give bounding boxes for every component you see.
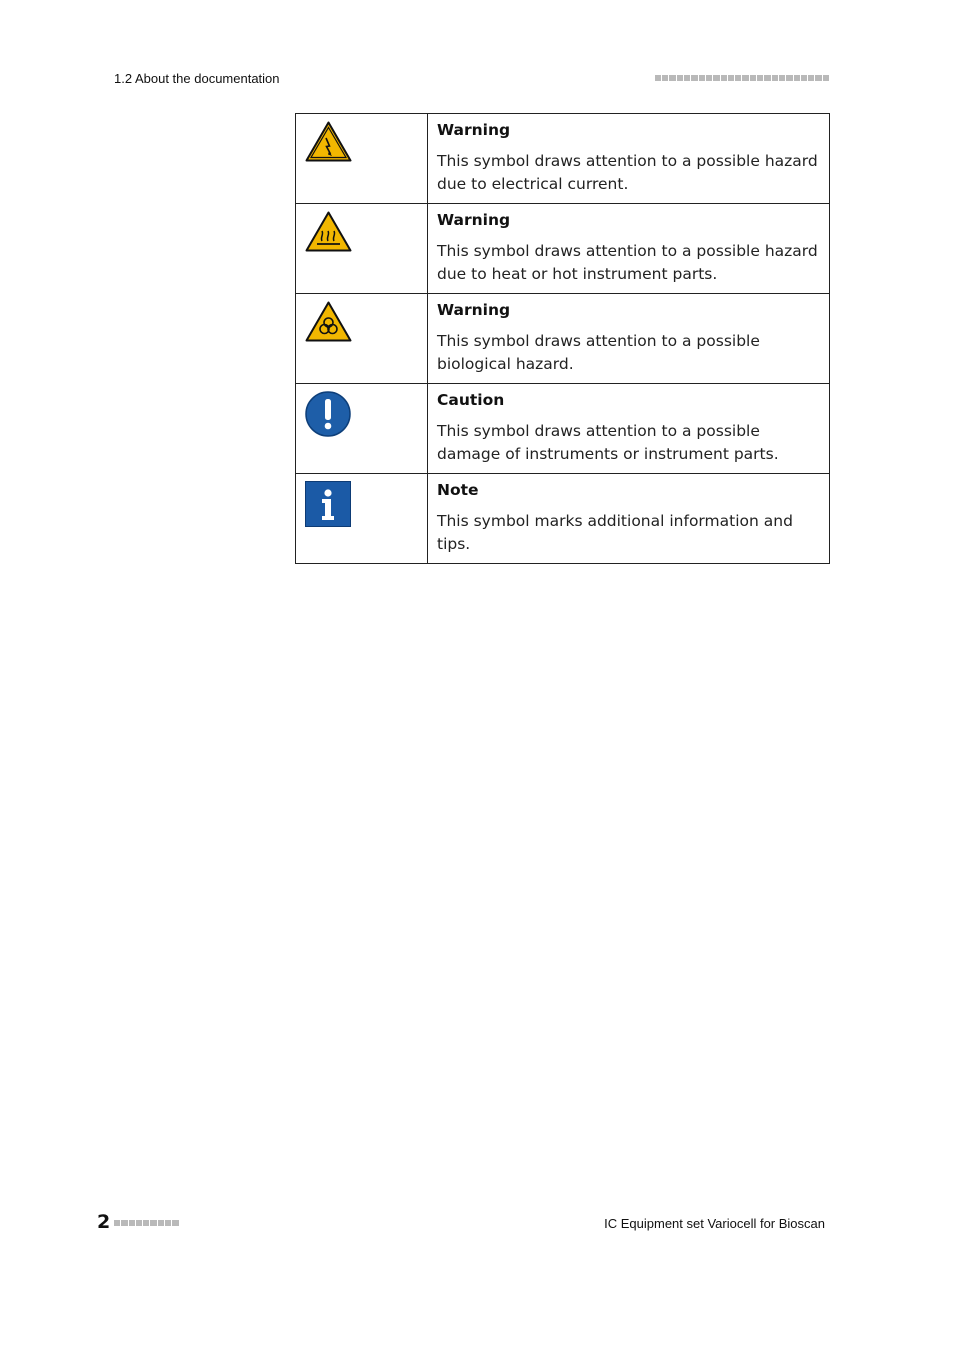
symbol-title: Warning: [437, 121, 511, 139]
symbols-table: [295, 113, 830, 564]
symbol-description: This symbol marks additional information and tips.: [437, 512, 793, 553]
icon-cell: [296, 114, 428, 204]
table-row: [296, 114, 830, 204]
text-cell: [428, 204, 830, 294]
symbol-description: This symbol draws attention to a possible hazard due to electrical current.: [437, 152, 818, 193]
icon-cell: [296, 384, 428, 474]
text-cell: [428, 294, 830, 384]
header-section-title: 1.2 About the documentation: [114, 71, 280, 86]
electrical-hazard-icon: [305, 121, 419, 162]
symbol-title: Note: [437, 481, 479, 499]
symbol-description: This symbol draws attention to a possible damage of instruments or instrument parts.: [437, 422, 779, 463]
footer-decoration: [114, 1220, 179, 1226]
caution-exclamation-icon: [305, 391, 419, 438]
icon-cell: [296, 294, 428, 384]
icon-cell: [296, 204, 428, 294]
document-title: IC Equipment set Variocell for Bioscan: [604, 1216, 825, 1231]
symbol-description: This symbol draws attention to a possible hazard due to heat or hot instrument parts.: [437, 242, 818, 283]
text-cell: [428, 114, 830, 204]
text-cell: [428, 474, 830, 564]
icon-cell: [296, 474, 428, 564]
page-number: 2: [97, 1211, 111, 1233]
info-icon: [305, 481, 419, 528]
biohazard-icon: [305, 301, 419, 342]
symbol-title: Warning: [437, 301, 511, 319]
symbol-title: Warning: [437, 211, 511, 229]
table-row: [296, 204, 830, 294]
symbol-title: Caution: [437, 391, 505, 409]
heat-hazard-icon: [305, 211, 419, 252]
table-row: [296, 294, 830, 384]
symbol-description: This symbol draws attention to a possible biological hazard.: [437, 332, 760, 373]
table-row: [296, 474, 830, 564]
header-decoration: [655, 75, 829, 81]
text-cell: [428, 384, 830, 474]
table-row: [296, 384, 830, 474]
